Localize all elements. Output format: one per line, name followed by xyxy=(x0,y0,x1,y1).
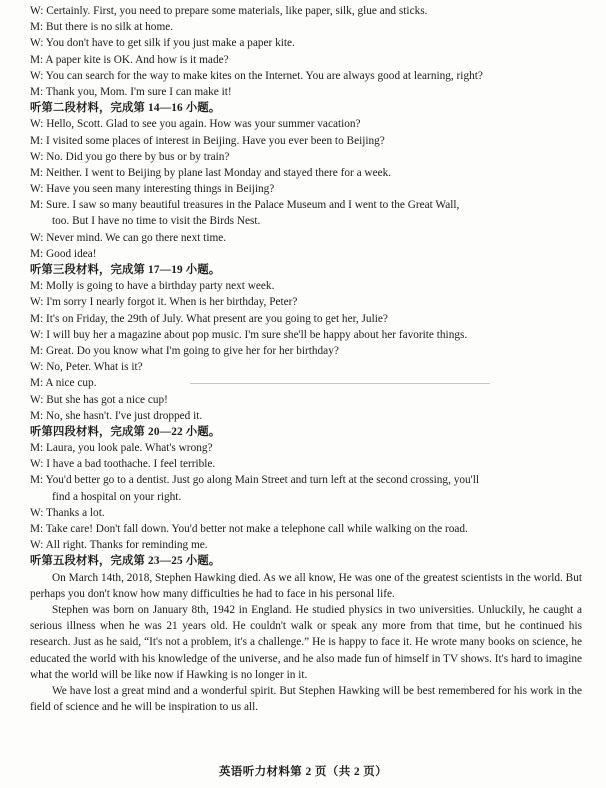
dialogue-line: W: Certainly. First, you need to prepare some materials, like paper, silk, glue and sticks. xyxy=(30,5,428,17)
dialogue-line: W: But she has got a nice cup! xyxy=(30,393,168,406)
dialogue-line: M: I visited some places of interest in Beijing. Have you ever been to Beijing? xyxy=(30,134,385,147)
dialogue-line: M: Great. Do you know what I'm going to give her for her birthday? xyxy=(30,344,339,357)
dialogue-line: M: A nice cup. xyxy=(30,377,97,390)
dialogue-line: W: No. Did you go there by bus or by train? xyxy=(30,150,230,163)
dialogue-line: M: Laura, you look pale. What's wrong? xyxy=(30,442,213,455)
dialogue-line: M: Neither. I went to Beijing by plane last Monday and stayed there for a week. xyxy=(30,166,392,179)
dialogue-line: M: Molly is going to have a birthday party next week. xyxy=(30,280,275,293)
passage-paragraph: We have lost a great mind and a wonderful spirit. But Stephen Hawking will be best remembered for his work in the field of science and he will be inspiration to us all. xyxy=(30,684,582,714)
dialogue-1-end xyxy=(30,3,582,100)
document-body xyxy=(30,3,582,715)
dialogue-line: W: Thanks a lot. xyxy=(30,506,105,519)
dialogue-line: W: I have a bad toothache. I feel terrible. xyxy=(30,458,216,471)
dialogue-line: M: Thank you, Mom. I'm sure I can make it! xyxy=(30,85,232,98)
section-4 xyxy=(30,424,582,554)
dialogue-line: W: Hello, Scott. Glad to see you again. How was your summer vacation? xyxy=(30,118,361,131)
section-3 xyxy=(30,262,582,424)
dialogue-line: M: You'd better go to a dentist. Just go along Main Street and turn left at the second crossing, you'll xyxy=(30,474,479,487)
dialogue-line: W: I'm sorry I nearly forgot it. When is her birthday, Peter? xyxy=(30,296,298,309)
dialogue-line: M: But there is no silk at home. xyxy=(30,21,174,34)
section-heading: 听第五段材料，完成第 23—25 小题。 xyxy=(30,555,221,568)
dialogue-continuation: too. But I have no time to visit the Birds Nest. xyxy=(52,215,261,228)
passage-paragraph: Stephen was born on January 8th, 1942 in England. He studied physics in two universities. Unluckily, he caught a serious illness when he was 21 years old. He couldn't walk or speak any more from that time, but he continued his research. Just as he said, “It's not a problem, it's a challenge.” He is happy to face it. He wrote many books on science, he educated the world with his knowledge of the universe, and he also made fun of himself in TV shows. It's hard to imagine what the world will be like now if Hawking is no longer in it. xyxy=(30,603,582,681)
dialogue-continuation: find a hospital on your right. xyxy=(52,490,182,503)
dialogue-line: W: No, Peter. What is it? xyxy=(30,361,143,374)
passage-paragraph: On March 14th, 2018, Stephen Hawking died. As we all know, He was one of the greatest scientists in the world. But perhaps you don't know how many difficulties he had to face in his personal life. xyxy=(30,571,582,600)
dialogue-line: M: It's on Friday, the 29th of July. What present are you going to get her, Julie? xyxy=(30,312,388,325)
dialogue-line: W: You can search for the way to make kites on the Internet. You are always good at learning, right? xyxy=(30,69,483,82)
dialogue-line: M: Sure. I saw so many beautiful treasures in the Palace Museum and I went to the Great Wall, xyxy=(30,199,460,212)
dialogue-line: M: Good idea! xyxy=(30,247,97,260)
section-heading: 听第四段材料，完成第 20—22 小题。 xyxy=(30,425,221,438)
section-heading: 听第二段材料，完成第 14—16 小题。 xyxy=(30,102,221,115)
page-footer: 英语听力材料第 2 页（共 2 页） xyxy=(218,766,388,778)
dialogue-line: M: No, she hasn't. I've just dropped it. xyxy=(30,409,203,422)
dialogue-line: M: A paper kite is OK. And how is it made? xyxy=(30,53,229,66)
dialogue-line: M: Take care! Don't fall down. You'd better not make a telephone call while walking on the road. xyxy=(30,523,468,535)
dialogue-line: W: I will buy her a magazine about pop music. I'm sure she'll be happy about her favorite things. xyxy=(30,328,468,341)
dialogue-line: W: You don't have to get silk if you just make a paper kite. xyxy=(30,37,295,50)
dialogue-line: W: Have you seen many interesting things in Beijing? xyxy=(30,183,275,196)
dialogue-line: W: Never mind. We can go there next time. xyxy=(30,231,227,244)
section-2 xyxy=(30,100,582,262)
section-5 xyxy=(30,553,582,715)
dialogue-line: W: All right. Thanks for reminding me. xyxy=(30,539,208,552)
section-heading: 听第三段材料，完成第 17—19 小题。 xyxy=(30,264,221,276)
